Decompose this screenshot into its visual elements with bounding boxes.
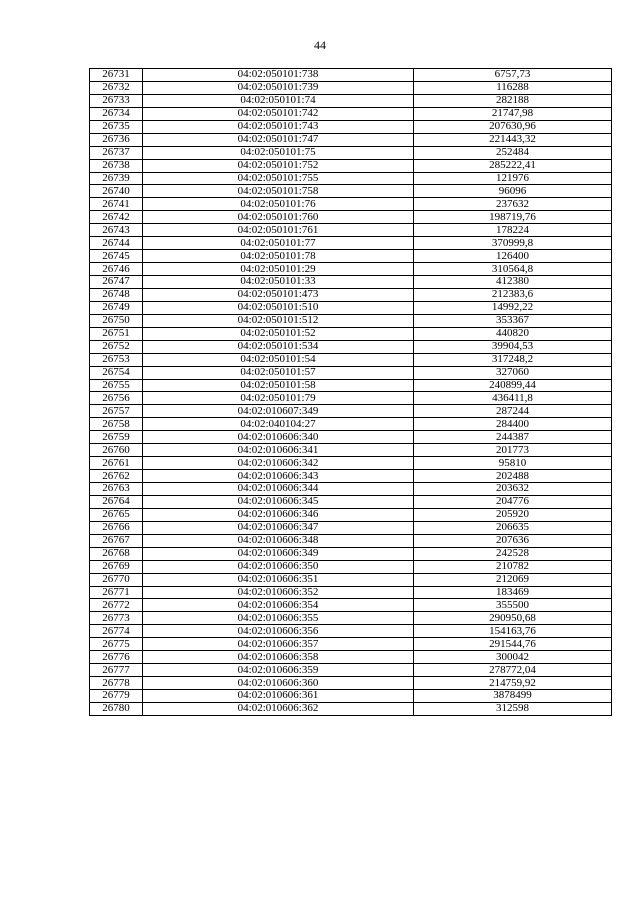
table-row bbox=[90, 418, 612, 431]
row-number-cell: 26767 bbox=[90, 534, 143, 547]
cadastral-number-cell: 04:02:050101:54 bbox=[143, 353, 414, 366]
cadastral-number-cell: 04:02:050101:76 bbox=[143, 198, 414, 211]
cadastral-number-cell: 04:02:010606:351 bbox=[143, 573, 414, 586]
table-row bbox=[90, 521, 612, 534]
cadastral-number-cell: 04:02:050101:738 bbox=[143, 69, 414, 82]
table-row bbox=[90, 250, 612, 263]
cadastral-number-cell: 04:02:010606:359 bbox=[143, 664, 414, 677]
table-row bbox=[90, 444, 612, 457]
value-cell: 244387 bbox=[414, 431, 612, 444]
table-row bbox=[90, 159, 612, 172]
value-cell: 210782 bbox=[414, 560, 612, 573]
row-number-cell: 26733 bbox=[90, 94, 143, 107]
table-row bbox=[90, 625, 612, 638]
cadastral-number-cell: 04:02:050101:29 bbox=[143, 263, 414, 276]
table-row bbox=[90, 276, 612, 289]
row-number-cell: 26778 bbox=[90, 677, 143, 690]
value-cell: 198719,76 bbox=[414, 211, 612, 224]
value-cell: 121976 bbox=[414, 172, 612, 185]
value-cell: 183469 bbox=[414, 586, 612, 599]
cadastral-number-cell: 04:02:050101:739 bbox=[143, 81, 414, 94]
row-number-cell: 26734 bbox=[90, 107, 143, 120]
table-row bbox=[90, 690, 612, 703]
cadastral-number-cell: 04:02:010606:361 bbox=[143, 690, 414, 703]
row-number-cell: 26764 bbox=[90, 495, 143, 508]
value-cell: 212383,6 bbox=[414, 288, 612, 301]
table-row bbox=[90, 612, 612, 625]
cadastral-number-cell: 04:02:050101:758 bbox=[143, 185, 414, 198]
row-number-cell: 26761 bbox=[90, 457, 143, 470]
cadastral-number-cell: 04:02:010606:354 bbox=[143, 599, 414, 612]
table-row bbox=[90, 224, 612, 237]
value-cell: 278772,04 bbox=[414, 664, 612, 677]
value-cell: 242528 bbox=[414, 547, 612, 560]
table-row bbox=[90, 599, 612, 612]
value-cell: 290950,68 bbox=[414, 612, 612, 625]
cadastral-number-cell: 04:02:050101:760 bbox=[143, 211, 414, 224]
page-number: 44 bbox=[314, 38, 326, 52]
row-number-cell: 26742 bbox=[90, 211, 143, 224]
row-number-cell: 26757 bbox=[90, 405, 143, 418]
table-row bbox=[90, 457, 612, 470]
value-cell: 14992,22 bbox=[414, 301, 612, 314]
row-number-cell: 26779 bbox=[90, 690, 143, 703]
cadastral-number-cell: 04:02:050101:512 bbox=[143, 314, 414, 327]
table-row bbox=[90, 69, 612, 82]
cadastral-number-cell: 04:02:050101:534 bbox=[143, 340, 414, 353]
row-number-cell: 26752 bbox=[90, 340, 143, 353]
table-row bbox=[90, 301, 612, 314]
cadastral-number-cell: 04:02:050101:58 bbox=[143, 379, 414, 392]
value-cell: 440820 bbox=[414, 327, 612, 340]
table-body bbox=[90, 69, 612, 716]
value-cell: 201773 bbox=[414, 444, 612, 457]
table-row bbox=[90, 237, 612, 250]
cadastral-number-cell: 04:02:040104:27 bbox=[143, 418, 414, 431]
value-cell: 312598 bbox=[414, 702, 612, 715]
cadastral-number-cell: 04:02:050101:742 bbox=[143, 107, 414, 120]
row-number-cell: 26737 bbox=[90, 146, 143, 159]
table-row bbox=[90, 495, 612, 508]
row-number-cell: 26748 bbox=[90, 288, 143, 301]
row-number-cell: 26766 bbox=[90, 521, 143, 534]
value-cell: 284400 bbox=[414, 418, 612, 431]
row-number-cell: 26772 bbox=[90, 599, 143, 612]
cadastral-number-cell: 04:02:050101:755 bbox=[143, 172, 414, 185]
row-number-cell: 26751 bbox=[90, 327, 143, 340]
table-row bbox=[90, 586, 612, 599]
value-cell: 285222,41 bbox=[414, 159, 612, 172]
row-number-cell: 26765 bbox=[90, 508, 143, 521]
table-row bbox=[90, 651, 612, 664]
value-cell: 300042 bbox=[414, 651, 612, 664]
value-cell: 154163,76 bbox=[414, 625, 612, 638]
value-cell: 287244 bbox=[414, 405, 612, 418]
row-number-cell: 26756 bbox=[90, 392, 143, 405]
table-row bbox=[90, 483, 612, 496]
row-number-cell: 26755 bbox=[90, 379, 143, 392]
value-cell: 436411,8 bbox=[414, 392, 612, 405]
row-number-cell: 26732 bbox=[90, 81, 143, 94]
value-cell: 116288 bbox=[414, 81, 612, 94]
cadastral-number-cell: 04:02:010606:342 bbox=[143, 457, 414, 470]
value-cell: 370999,8 bbox=[414, 237, 612, 250]
cadastral-number-cell: 04:02:010606:347 bbox=[143, 521, 414, 534]
value-cell: 204776 bbox=[414, 495, 612, 508]
cadastral-number-cell: 04:02:010606:344 bbox=[143, 483, 414, 496]
row-number-cell: 26775 bbox=[90, 638, 143, 651]
cadastral-number-cell: 04:02:010606:355 bbox=[143, 612, 414, 625]
cadastral-number-cell: 04:02:010606:357 bbox=[143, 638, 414, 651]
table-row bbox=[90, 133, 612, 146]
cadastral-number-cell: 04:02:050101:510 bbox=[143, 301, 414, 314]
table-row bbox=[90, 405, 612, 418]
value-cell: 317248,2 bbox=[414, 353, 612, 366]
value-cell: 203632 bbox=[414, 483, 612, 496]
table-row bbox=[90, 327, 612, 340]
table-row bbox=[90, 379, 612, 392]
row-number-cell: 26746 bbox=[90, 263, 143, 276]
value-cell: 6757,73 bbox=[414, 69, 612, 82]
cadastral-number-cell: 04:02:050101:77 bbox=[143, 237, 414, 250]
value-cell: 207636 bbox=[414, 534, 612, 547]
table-row bbox=[90, 288, 612, 301]
table-row bbox=[90, 392, 612, 405]
cadastral-number-cell: 04:02:010606:362 bbox=[143, 702, 414, 715]
value-cell: 126400 bbox=[414, 250, 612, 263]
row-number-cell: 26747 bbox=[90, 276, 143, 289]
cadastral-number-cell: 04:02:010606:350 bbox=[143, 560, 414, 573]
table-row bbox=[90, 120, 612, 133]
value-cell: 39904,53 bbox=[414, 340, 612, 353]
cadastral-number-cell: 04:02:010606:346 bbox=[143, 508, 414, 521]
row-number-cell: 26740 bbox=[90, 185, 143, 198]
table-row bbox=[90, 431, 612, 444]
table-row bbox=[90, 638, 612, 651]
table-row bbox=[90, 677, 612, 690]
row-number-cell: 26770 bbox=[90, 573, 143, 586]
value-cell: 205920 bbox=[414, 508, 612, 521]
cadastral-number-cell: 04:02:050101:743 bbox=[143, 120, 414, 133]
cadastral-number-cell: 04:02:050101:79 bbox=[143, 392, 414, 405]
table-row bbox=[90, 198, 612, 211]
row-number-cell: 26749 bbox=[90, 301, 143, 314]
value-cell: 178224 bbox=[414, 224, 612, 237]
table-row bbox=[90, 534, 612, 547]
cadastral-number-cell: 04:02:010606:358 bbox=[143, 651, 414, 664]
cadastral-number-cell: 04:02:050101:33 bbox=[143, 276, 414, 289]
cadastral-number-cell: 04:02:050101:78 bbox=[143, 250, 414, 263]
value-cell: 237632 bbox=[414, 198, 612, 211]
value-cell: 96096 bbox=[414, 185, 612, 198]
value-cell: 202488 bbox=[414, 470, 612, 483]
table-row bbox=[90, 573, 612, 586]
table-row bbox=[90, 560, 612, 573]
row-number-cell: 26774 bbox=[90, 625, 143, 638]
table-row bbox=[90, 185, 612, 198]
table-row bbox=[90, 172, 612, 185]
row-number-cell: 26738 bbox=[90, 159, 143, 172]
table-row bbox=[90, 94, 612, 107]
row-number-cell: 26771 bbox=[90, 586, 143, 599]
row-number-cell: 26731 bbox=[90, 69, 143, 82]
table-row bbox=[90, 340, 612, 353]
value-cell: 95810 bbox=[414, 457, 612, 470]
cadastral-number-cell: 04:02:050101:747 bbox=[143, 133, 414, 146]
value-cell: 355500 bbox=[414, 599, 612, 612]
cadastral-number-cell: 04:02:010606:340 bbox=[143, 431, 414, 444]
cadastral-number-cell: 04:02:010606:341 bbox=[143, 444, 414, 457]
table-row bbox=[90, 366, 612, 379]
cadastral-number-cell: 04:02:010606:349 bbox=[143, 547, 414, 560]
data-table bbox=[89, 68, 612, 716]
cadastral-number-cell: 04:02:050101:74 bbox=[143, 94, 414, 107]
row-number-cell: 26735 bbox=[90, 120, 143, 133]
table-row bbox=[90, 547, 612, 560]
value-cell: 353367 bbox=[414, 314, 612, 327]
table-row bbox=[90, 211, 612, 224]
cadastral-number-cell: 04:02:010606:343 bbox=[143, 470, 414, 483]
value-cell: 206635 bbox=[414, 521, 612, 534]
row-number-cell: 26754 bbox=[90, 366, 143, 379]
row-number-cell: 26769 bbox=[90, 560, 143, 573]
table-row bbox=[90, 470, 612, 483]
cadastral-number-cell: 04:02:050101:52 bbox=[143, 327, 414, 340]
value-cell: 214759,92 bbox=[414, 677, 612, 690]
row-number-cell: 26759 bbox=[90, 431, 143, 444]
row-number-cell: 26743 bbox=[90, 224, 143, 237]
cadastral-number-cell: 04:02:050101:752 bbox=[143, 159, 414, 172]
value-cell: 212069 bbox=[414, 573, 612, 586]
row-number-cell: 26776 bbox=[90, 651, 143, 664]
table-row bbox=[90, 146, 612, 159]
table-row bbox=[90, 81, 612, 94]
table-row bbox=[90, 353, 612, 366]
value-cell: 291544,76 bbox=[414, 638, 612, 651]
row-number-cell: 26750 bbox=[90, 314, 143, 327]
value-cell: 221443,32 bbox=[414, 133, 612, 146]
table-row bbox=[90, 314, 612, 327]
row-number-cell: 26760 bbox=[90, 444, 143, 457]
value-cell: 207630,96 bbox=[414, 120, 612, 133]
cadastral-number-cell: 04:02:010606:360 bbox=[143, 677, 414, 690]
cadastral-number-cell: 04:02:050101:57 bbox=[143, 366, 414, 379]
row-number-cell: 26736 bbox=[90, 133, 143, 146]
cadastral-number-cell: 04:02:010606:348 bbox=[143, 534, 414, 547]
table-row bbox=[90, 263, 612, 276]
value-cell: 240899,44 bbox=[414, 379, 612, 392]
table-row bbox=[90, 702, 612, 715]
value-cell: 3878499 bbox=[414, 690, 612, 703]
table-row bbox=[90, 508, 612, 521]
row-number-cell: 26744 bbox=[90, 237, 143, 250]
table-row bbox=[90, 664, 612, 677]
row-number-cell: 26762 bbox=[90, 470, 143, 483]
row-number-cell: 26777 bbox=[90, 664, 143, 677]
cadastral-number-cell: 04:02:010606:352 bbox=[143, 586, 414, 599]
row-number-cell: 26780 bbox=[90, 702, 143, 715]
table-row bbox=[90, 107, 612, 120]
value-cell: 310564,8 bbox=[414, 263, 612, 276]
row-number-cell: 26745 bbox=[90, 250, 143, 263]
row-number-cell: 26741 bbox=[90, 198, 143, 211]
row-number-cell: 26773 bbox=[90, 612, 143, 625]
cadastral-number-cell: 04:02:050101:761 bbox=[143, 224, 414, 237]
row-number-cell: 26753 bbox=[90, 353, 143, 366]
cadastral-number-cell: 04:02:010607:349 bbox=[143, 405, 414, 418]
row-number-cell: 26758 bbox=[90, 418, 143, 431]
value-cell: 282188 bbox=[414, 94, 612, 107]
value-cell: 412380 bbox=[414, 276, 612, 289]
row-number-cell: 26739 bbox=[90, 172, 143, 185]
row-number-cell: 26763 bbox=[90, 483, 143, 496]
value-cell: 21747,98 bbox=[414, 107, 612, 120]
cadastral-number-cell: 04:02:050101:473 bbox=[143, 288, 414, 301]
cadastral-number-cell: 04:02:050101:75 bbox=[143, 146, 414, 159]
value-cell: 252484 bbox=[414, 146, 612, 159]
cadastral-number-cell: 04:02:010606:356 bbox=[143, 625, 414, 638]
value-cell: 327060 bbox=[414, 366, 612, 379]
cadastral-number-cell: 04:02:010606:345 bbox=[143, 495, 414, 508]
row-number-cell: 26768 bbox=[90, 547, 143, 560]
